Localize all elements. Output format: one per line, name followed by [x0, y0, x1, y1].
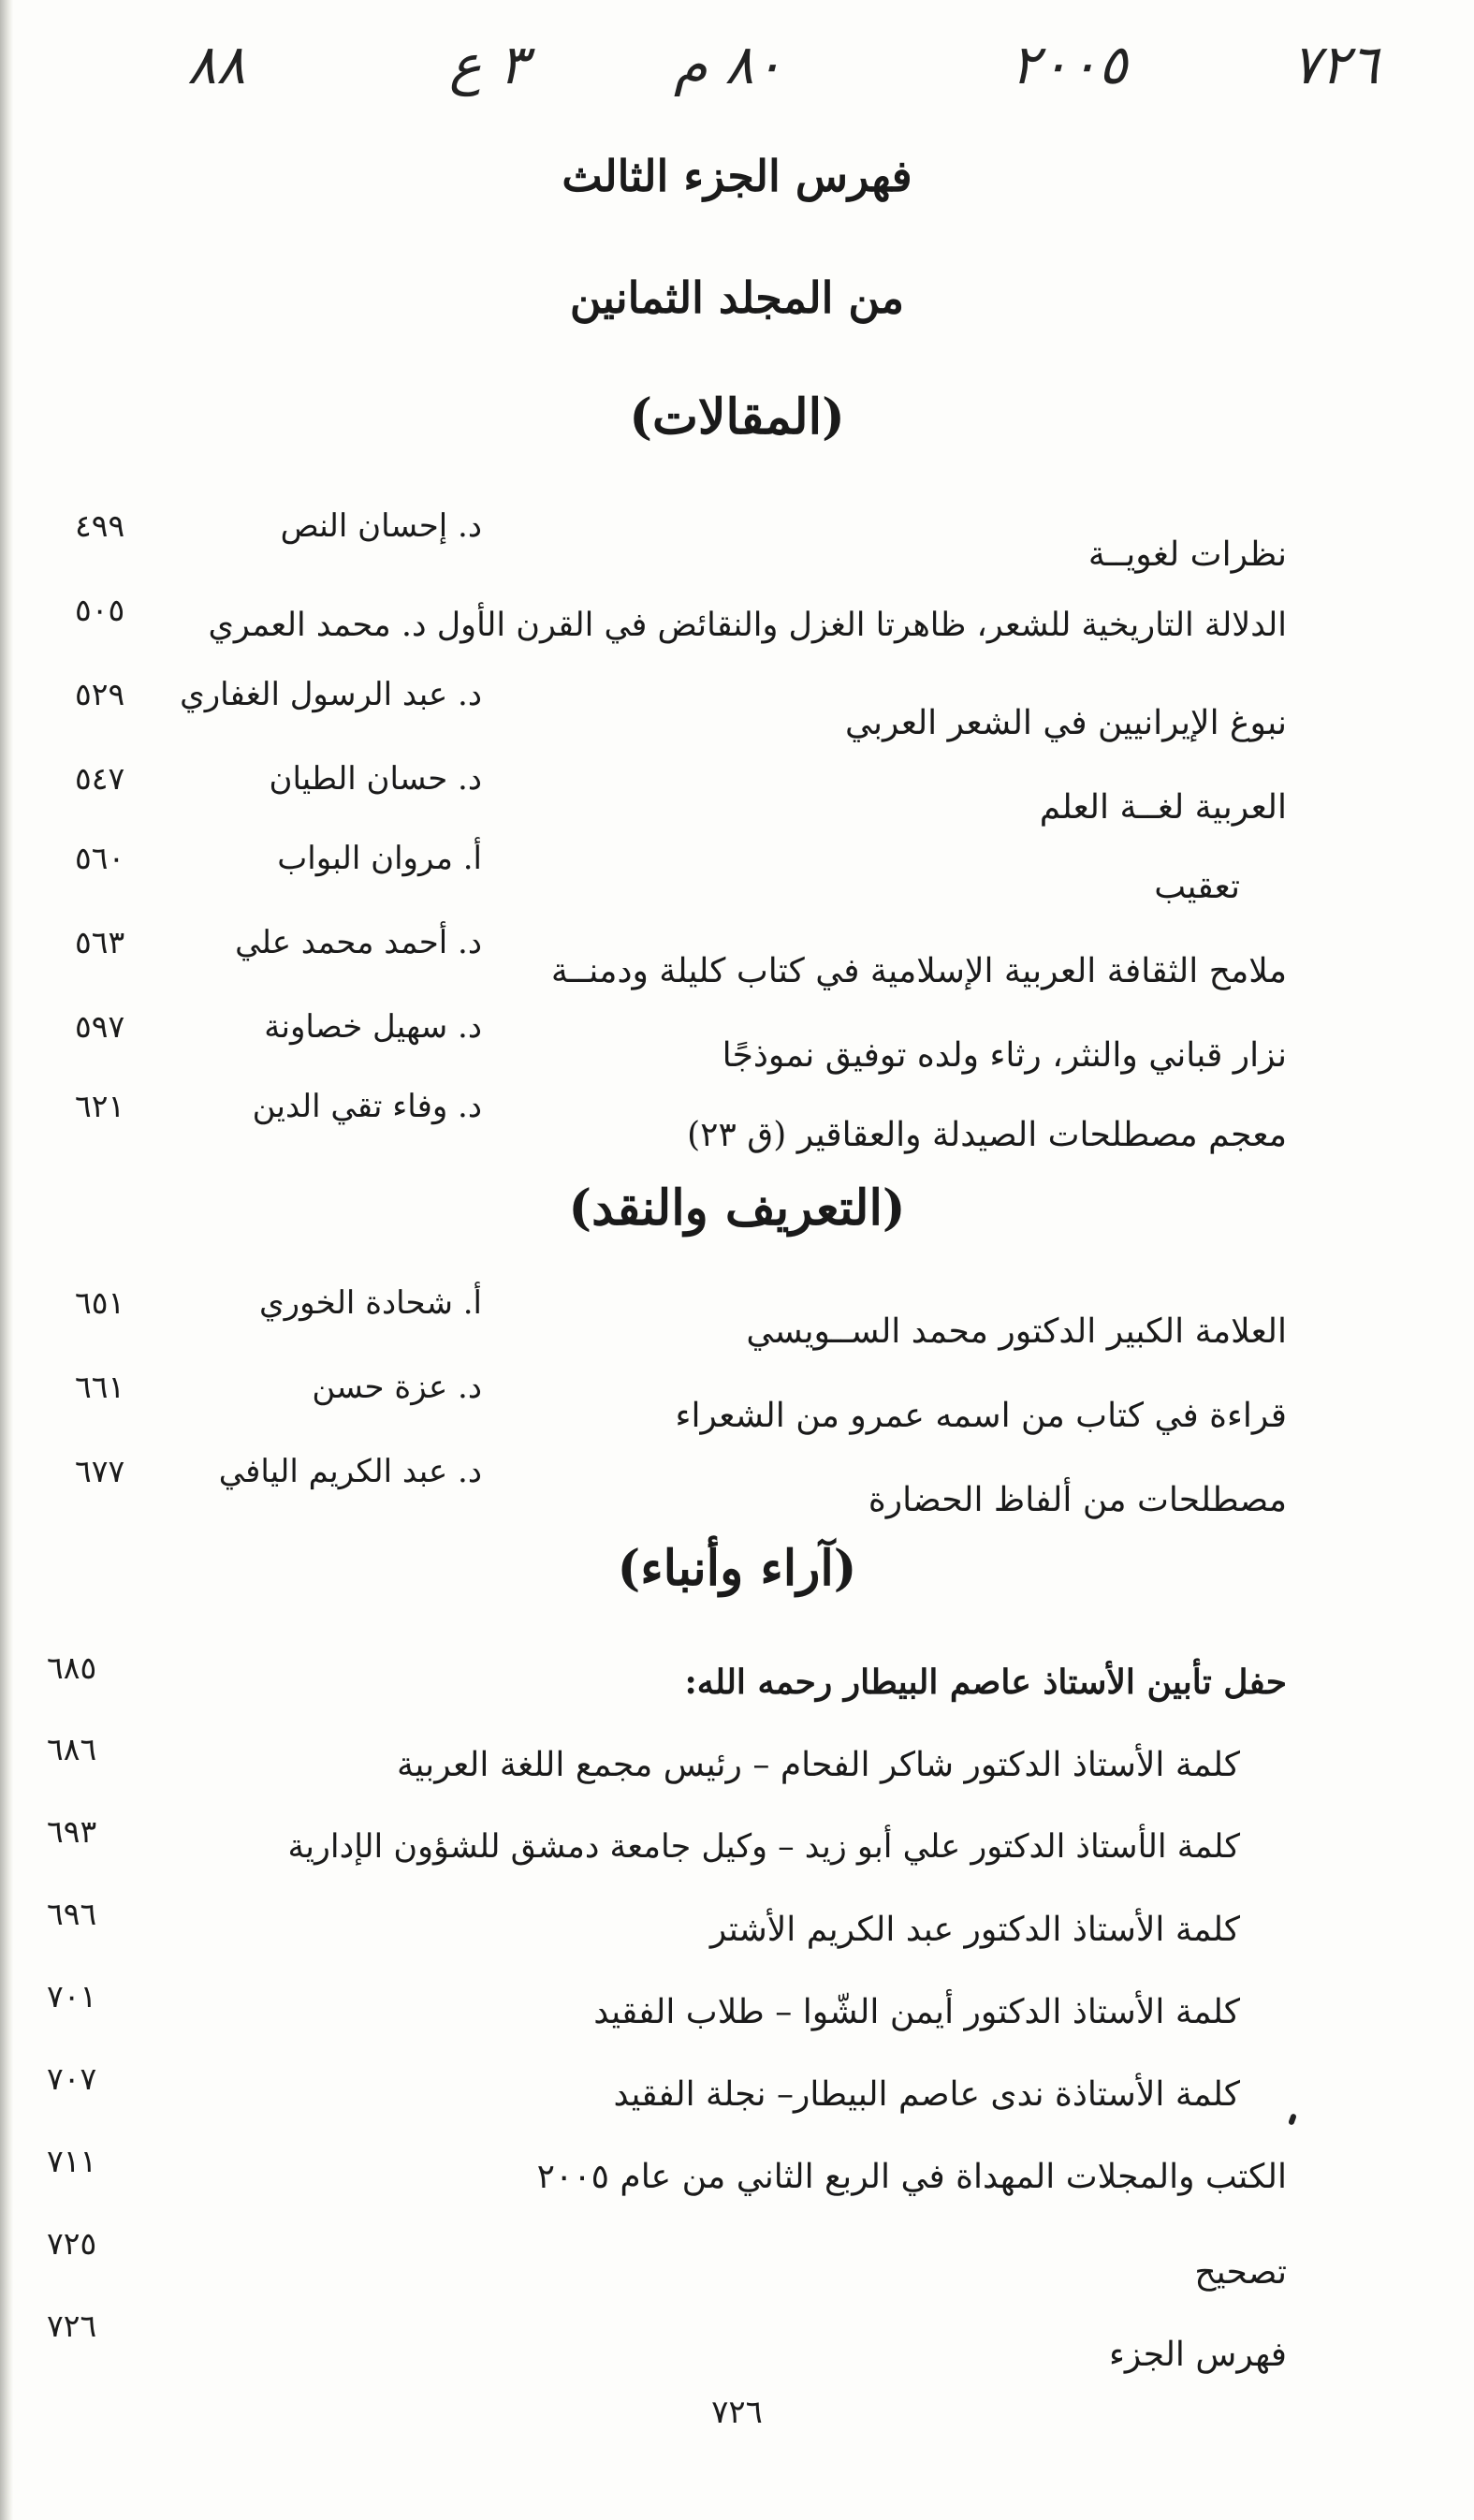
entry-title: تصحيح [1194, 2253, 1287, 2292]
toc-entry [0, 1978, 1474, 2046]
toc-entry [0, 1731, 1474, 1799]
toc-entry [0, 1088, 1474, 1156]
entry-title: معجم مصطلحات الصيدلة والعقاقير (ق ٢٣) [687, 1116, 1287, 1154]
entry-author: د. وفاء تقي الدين [252, 1088, 482, 1125]
index-title: فهرس الجزء الثالث [562, 151, 912, 201]
page-number: ٥٦٠ [75, 840, 125, 876]
page-number: ٥٩٧ [75, 1008, 125, 1045]
handwritten-part: ٣ ع [449, 33, 529, 96]
entry-author: د. عبد الكريم اليافي [218, 1453, 482, 1490]
section-heading-opinions: (آراء وأنباء) [617, 1540, 857, 1597]
entry-author: د. عزة حسن [312, 1369, 482, 1406]
page-number: ٤٩٩ [75, 507, 125, 544]
entry-title: كلمة الأستاذة ندى عاصم البيطار– نجلة الفقيد [613, 2075, 1240, 2114]
entry-title: كلمة الأستاذ الدكتور شاكر الفحام – رئيس مجمع اللغة العربية [397, 1746, 1240, 1784]
toc-entry [0, 1371, 1474, 1437]
toc-entry [0, 2310, 1474, 2376]
toc-entry [0, 1284, 1474, 1353]
page-number: ٦٨٥ [47, 1649, 97, 1686]
page-number: ٦٥١ [75, 1284, 125, 1321]
entry-title: كلمة الأستاذ الدكتور علي أبو زيد – وكيل جامعة دمشق للشؤون الإدارية [287, 1828, 1240, 1866]
page-number: ٦٦١ [75, 1369, 125, 1405]
footer-page-number: ٧٢٦ [711, 2394, 763, 2431]
entry-title: الكتب والمجلات المهداة في الربع الثاني من عام ٢٠٠٥ [536, 2158, 1287, 2196]
toc-entry [0, 594, 1474, 660]
toc-entry [0, 2143, 1474, 2211]
entry-title: العلامة الكبير الدكتور محمد الســويسي [746, 1312, 1287, 1351]
page-number: ٥٠٥ [75, 592, 125, 628]
toc-entry [0, 1649, 1474, 1718]
toc-entry [0, 2225, 1474, 2293]
page-number: ٥٦٣ [75, 924, 125, 960]
entry-author: د. عبد الرسول الغفاري [180, 676, 482, 713]
toc-entry [0, 924, 1474, 992]
entry-author: أ. مروان البواب [277, 840, 482, 877]
page-number: ٦٢١ [75, 1088, 125, 1124]
toc-entry [0, 507, 1474, 576]
entry-author: د. إحسان النص [280, 507, 482, 545]
page-number: ٧٠٧ [47, 2060, 97, 2097]
toc-entry [0, 1898, 1474, 1964]
entry-title: مصطلحات من ألفاظ الحضارة [868, 1481, 1287, 1519]
entry-author: أ. شحادة الخوري [259, 1284, 482, 1322]
page-number: ٦٩٣ [47, 1813, 97, 1850]
entry-title: كلمة الأستاذ الدكتور عبد الكريم الأشتر [709, 1911, 1240, 1949]
toc-entry [0, 676, 1474, 744]
section-heading-reviews: (التعريف والنقد) [568, 1179, 906, 1237]
entry-author: د. حسان الطيان [269, 760, 482, 798]
entry-title: قراءة في كتاب من اسمه عمرو من الشعراء [675, 1397, 1287, 1435]
page-number: ٦٧٧ [75, 1453, 125, 1489]
page-number: ٧٢٥ [47, 2225, 97, 2262]
entry-title: العربية لغــة العلم [1039, 788, 1287, 827]
toc-entry [0, 1008, 1474, 1077]
page-number: ٥٤٧ [75, 760, 125, 797]
section-heading-articles: (المقالات) [629, 388, 845, 446]
entry-title: الدلالة التاريخية للشعر، ظاهرتا الغزل والنقائض في القرن الأول د. محمد العمري [208, 607, 1287, 644]
entry-author: د. سهيل خصاونة [264, 1008, 482, 1046]
entry-title: ملامح الثقافة العربية الإسلامية في كتاب كليلة ودمنــة [550, 952, 1287, 990]
handwritten-volume: ٨٨ [187, 33, 246, 96]
toc-entry [0, 842, 1474, 908]
handwritten-year: ٢٠٠٥ [1011, 33, 1128, 96]
page-edge-shadow [0, 0, 13, 2520]
page-number: ٦٨٦ [47, 1731, 97, 1767]
page-number: ٧٢٦ [47, 2308, 97, 2344]
page-number: ٥٢٩ [75, 676, 125, 712]
toc-entry [0, 2060, 1474, 2129]
toc-entry [0, 1453, 1474, 1521]
page-number: ٧١١ [47, 2143, 97, 2179]
handwritten-catalog-number: ٧٢٦ [1292, 33, 1379, 96]
entry-author: د. أحمد محمد علي [235, 924, 482, 961]
entry-title: نزار قباني والنثر، رثاء ولده توفيق نموذجًا [722, 1036, 1287, 1075]
volume-subtitle: من المجلد الثمانين [569, 272, 905, 323]
entry-title: فهرس الجزء [1108, 2336, 1287, 2374]
entry-title: نظرات لغويــة [1087, 535, 1287, 574]
handwritten-pages: ٨٠ م [674, 33, 783, 96]
entry-title: نبوغ الإيرانيين في الشعر العربي [844, 704, 1287, 742]
entry-title: تعقيب [1154, 868, 1240, 906]
page-number: ٧٠١ [47, 1978, 97, 2015]
toc-entry [0, 760, 1474, 828]
entry-title: حفل تأبين الأستاذ عاصم البيطار رحمه الله: [684, 1663, 1287, 1702]
toc-entry [0, 1813, 1474, 1882]
page-number: ٦٩٦ [47, 1896, 97, 1932]
entry-title: كلمة الأستاذ الدكتور أيمن الشّوا – طلاب الفقيد [593, 1993, 1240, 2031]
